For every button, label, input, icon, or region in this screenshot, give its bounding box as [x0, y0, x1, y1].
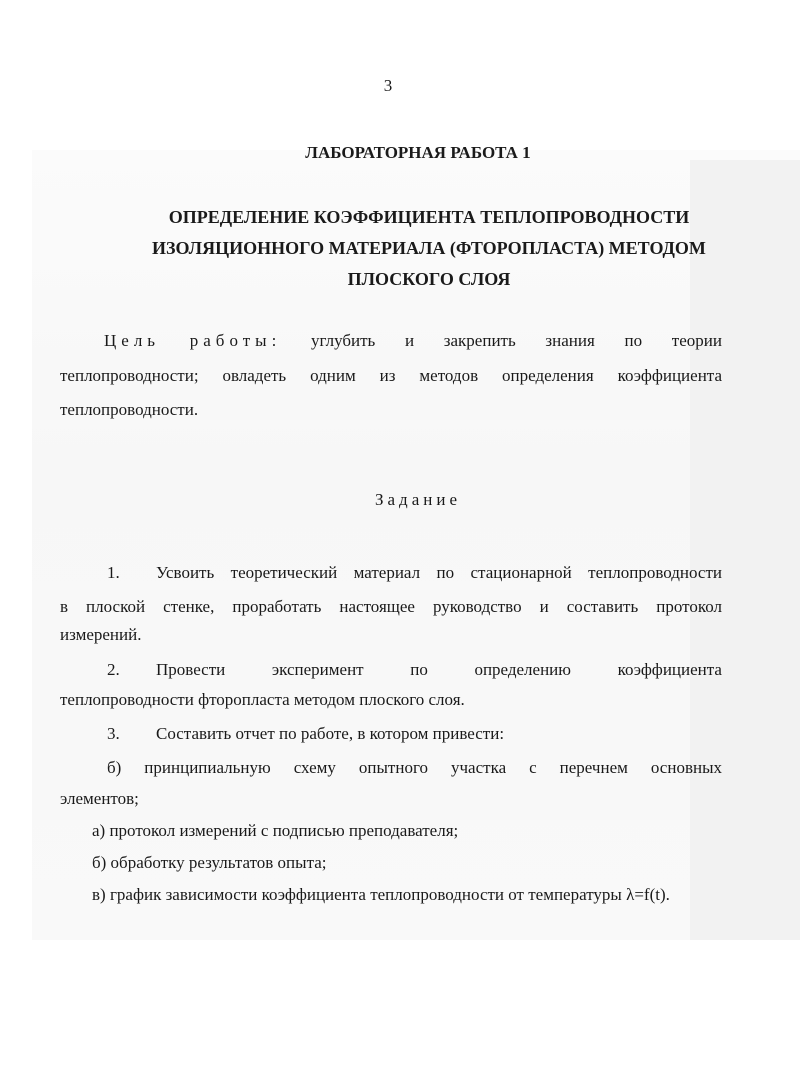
- purpose-word: закрепить: [443, 331, 516, 350]
- purpose-word: по: [624, 331, 643, 350]
- item-3-number: 3.: [107, 724, 120, 743]
- sub-item-b2: б) обработку результатов опыта;: [92, 853, 327, 872]
- item-2-word: определению: [474, 660, 571, 679]
- item-1-number: 1.: [107, 563, 120, 582]
- item-1-line-1: Усвоить теоретический материал по стационарной теплопроводности: [156, 563, 722, 582]
- sub-item-b1-line-2: элементов;: [60, 789, 139, 808]
- item-1-line-2: в плоской стенке, проработать настоящее руководство и составить протокол: [60, 597, 722, 616]
- main-title-line-1: ОПРЕДЕЛЕНИЕ КОЭФФИЦИЕНТА ТЕПЛОПРОВОДНОСТИ: [168, 207, 690, 227]
- sub-item-a: а) протокол измерений с подписью преподавателя;: [92, 821, 459, 840]
- main-title-line-2: ИЗОЛЯЦИОННОГО МАТЕРИАЛА (ФТОРОПЛАСТА) МЕТОДОМ: [152, 238, 706, 258]
- main-title: [80, 202, 778, 295]
- lab-title: ЛАБОРАТОРНАЯ РАБОТА 1: [305, 143, 531, 162]
- purpose-word: знания: [545, 331, 595, 350]
- purpose-word: углубить: [310, 331, 376, 350]
- item-2-number: 2.: [107, 660, 120, 679]
- item-2-word: эксперимент: [271, 660, 364, 679]
- purpose-word: и: [404, 331, 415, 350]
- item-2-line-1: [156, 660, 722, 680]
- item-2-word: коэффициента: [617, 660, 722, 679]
- item-1-line-3: измерений.: [60, 625, 142, 644]
- item-2-word: Провести: [156, 660, 226, 679]
- item-2-word: по: [410, 660, 428, 679]
- purpose-line-1: [104, 331, 722, 351]
- purpose-word: теории: [671, 331, 722, 350]
- sub-item-v: в) график зависимости коэффициента теплопроводности от температуры λ=f(t).: [92, 885, 670, 904]
- purpose-line-2: теплопроводности; овладеть одним из методов определения коэффициента: [60, 366, 722, 385]
- purpose-label-word-2: работы:: [189, 331, 282, 350]
- sub-item-b1-line-1: б) принципиальную схему опытного участка с перечнем основных: [107, 758, 722, 777]
- task-heading: Задание: [375, 490, 461, 509]
- purpose-label-word-1: Цель: [104, 331, 161, 350]
- main-title-line-3: ПЛОСКОГО СЛОЯ: [347, 269, 511, 289]
- item-2-line-2: теплопроводности фторопласта методом плоского слоя.: [60, 690, 465, 709]
- item-3-line-1: Составить отчет по работе, в котором привести:: [156, 724, 505, 743]
- purpose-line-3: теплопроводности.: [60, 400, 199, 419]
- page-number: 3: [383, 76, 393, 95]
